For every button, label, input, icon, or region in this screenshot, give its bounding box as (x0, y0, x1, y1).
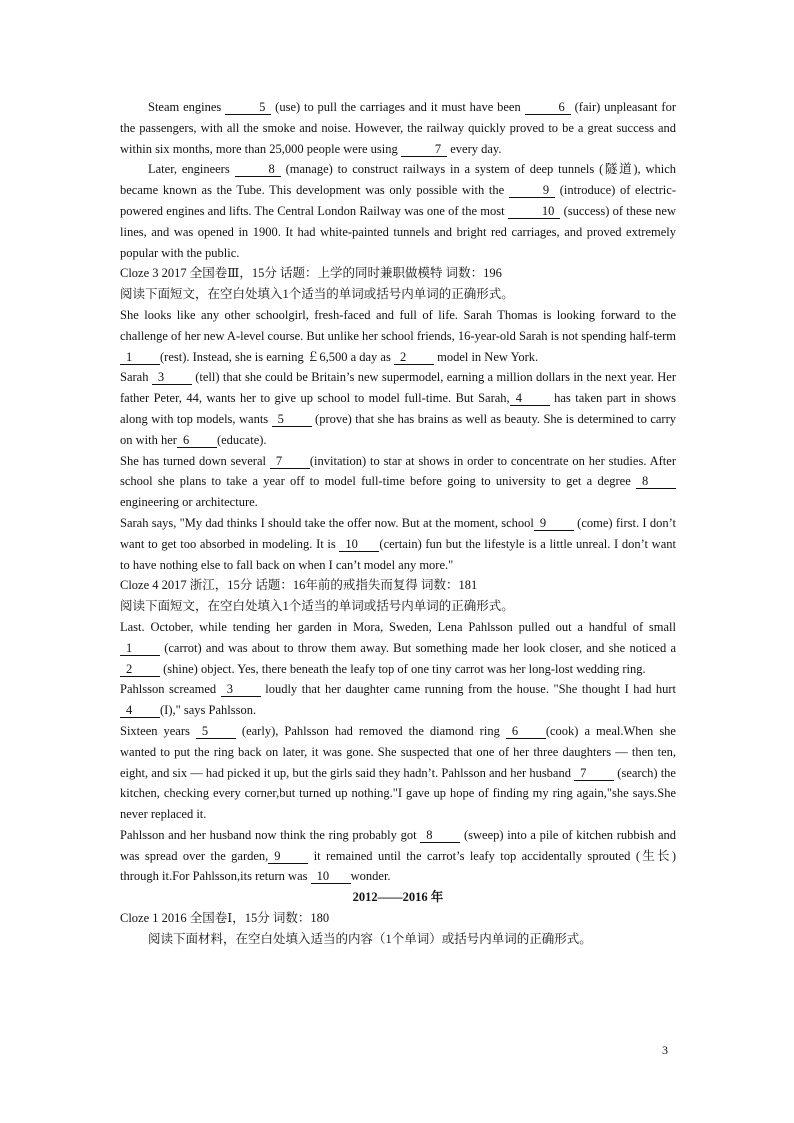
answer-blank: 1 (120, 641, 160, 656)
text-run: (come) first. I don’t want to get too absorbed in modeling. It is (120, 515, 676, 551)
paragraph (120, 367, 676, 450)
answer-blank: 7 (401, 142, 447, 157)
answer-blank: 8 (636, 474, 676, 489)
paragraph (120, 575, 676, 596)
text-run: 阅读下面短文，在空白处填入1个适当的单词或括号内单词的正确形式。 (120, 599, 514, 614)
text-run: Cloze 4 2017 浙江，15分 话题：16年前的戒指失而复得 词数：181 (120, 578, 478, 593)
text-run: Cloze 1 2016 全国卷Ⅰ，15分 词数：180 (120, 911, 330, 926)
text-run: Steam engines (148, 100, 226, 114)
document-body (120, 97, 676, 950)
text-run: Later, engineers (148, 162, 235, 177)
text-run: (certain) fun but the lifestyle is a little unreal. I don’t want to have nothing else to fall back on when I can’t model any more." (120, 536, 676, 572)
text-run: model in New York. (433, 349, 539, 364)
answer-blank: 1 (120, 350, 160, 365)
answer-blank: 3 (152, 370, 192, 385)
text-run: (sweep) into a pile of kitchen rubbish and was spread over the garden, (120, 827, 676, 863)
text-run: (shine) object. Yes, there beneath the leafy top of one tiny carrot was her long-lost wedding ring. (160, 661, 646, 676)
text-run: Sarah (120, 370, 152, 385)
answer-blank: 8 (235, 162, 281, 177)
answer-blank: 4 (120, 703, 160, 718)
text-run: every day. (447, 141, 502, 156)
text-run: Pahlsson screamed (120, 682, 221, 697)
paragraph (120, 617, 676, 679)
text-run: wonder. (350, 869, 391, 884)
text-run: Pahlsson and her husband now think the ring probably got (120, 827, 421, 842)
answer-blank: 10 (339, 537, 379, 552)
answer-blank: 6 (525, 100, 571, 115)
text-run: engineering or architecture. (120, 495, 258, 510)
text-run: 2012——2016 年 (352, 890, 444, 905)
paragraph (120, 596, 676, 617)
text-run: loudly that her daughter came running from the house. "She thought I had hurt (260, 682, 676, 697)
text-run: She has turned down several (120, 453, 270, 468)
paragraph (120, 451, 676, 513)
paragraph (120, 284, 676, 305)
answer-blank: 5 (225, 100, 271, 115)
text-run: Last. October, while tending her garden in Mora, Sweden, Lena Pahlsson pulled out a handful of small (120, 619, 676, 634)
paragraph (120, 887, 676, 908)
text-run: (search) the kitchen, checking every corner,but turned up nothing."I gave up hope of finding my ring again,"she says.She never replaced it. (120, 765, 676, 822)
answer-blank: 2 (394, 350, 434, 365)
text-run: (I)," says Pahlsson. (160, 703, 257, 718)
text-run: (success) of these new lines, and was opened in 1900. It had white-painted tunnels and bright red carriages, and proved extremely popular with the public. (120, 203, 676, 260)
text-run: (invitation) to star at shows in order to concentrate on her studies. After school she plans to take a year off to model full-time before going to university to get a degree (120, 453, 676, 489)
text-run: She looks like any other schoolgirl, fresh-faced and full of life. Sarah Thomas is looking forward to the challenge of her new A-level course. But unlike her school friends, 16-year-old Sarah is not spending half-term (120, 307, 676, 343)
answer-blank: 10 (508, 204, 561, 219)
text-run: 阅读下面材料，在空白处填入适当的内容（1个单词）或括号内单词的正确形式。 (148, 931, 592, 946)
text-run: Sixteen years (120, 723, 196, 738)
page-number: 3 (662, 1043, 668, 1057)
paragraph (120, 908, 676, 929)
paragraph (120, 825, 676, 887)
text-run: (use) to pull the carriages and it must have been (271, 100, 525, 114)
answer-blank: 2 (120, 662, 160, 677)
answer-blank: 6 (506, 724, 546, 739)
answer-blank: 7 (270, 454, 310, 469)
text-run: has taken part in shows along with top models, wants (120, 391, 676, 426)
text-run: 阅读下面短文，在空白处填入1个适当的单词或括号内单词的正确形式。 (120, 287, 514, 302)
answer-blank: 9 (509, 183, 555, 198)
text-run: (prove) that she has brains as well as beauty. She is determined to carry on with her (120, 411, 676, 447)
text-run: Cloze 3 2017 全国卷Ⅲ，15分 话题：上学的同时兼职做模特 词数：196 (120, 266, 502, 281)
text-run: (rest). Instead, she is earning ￡6,500 a day as (160, 349, 394, 364)
answer-blank: 8 (420, 828, 460, 843)
paragraph (120, 159, 676, 263)
answer-blank: 10 (311, 869, 351, 884)
text-run: (educate). (216, 432, 267, 447)
text-run: Sarah says, "My dad thinks I should take the offer now. But at the moment, school (120, 515, 534, 530)
answer-blank: 3 (221, 682, 261, 697)
paragraph (120, 513, 676, 575)
text-run: (manage) to construct railways in a system of deep tunnels (隧道), which became known as the Tube. This development was only possible with the (120, 162, 676, 198)
answer-blank: 5 (196, 724, 236, 739)
answer-blank: 6 (177, 433, 217, 448)
paragraph (120, 721, 676, 825)
paragraph (120, 97, 676, 159)
paragraph (120, 305, 676, 367)
answer-blank: 9 (534, 516, 574, 531)
text-run: (fair) unpleasant for the passengers, with all the smoke and noise. However, the railway quickly proved to be a great success and within six months, more than 25,000 people were using (120, 100, 676, 156)
text-run: (carrot) and was about to throw them away. But something made her look closer, and she noticed a (160, 640, 676, 655)
paragraph (120, 263, 676, 284)
paragraph (120, 929, 676, 950)
answer-blank: 4 (510, 391, 550, 406)
answer-blank: 9 (268, 849, 308, 864)
text-run: (introduce) of electric-powered engines and lifts. The Central London Railway was one of the most (120, 183, 676, 218)
answer-blank: 7 (574, 766, 614, 781)
answer-blank: 5 (272, 412, 312, 427)
text-run: it remained until the carrot’s leafy top accidentally sprouted (生长) through it.For Pahlsson,its return was (120, 848, 676, 884)
paragraph (120, 679, 676, 721)
text-run: (cook) a meal.When she wanted to put the ring back on later, it was gone. She suspected that one of her three daughters — then ten, eight, and six — had picked it up, but the girls said they hadn’t. Pahlsson and her husband (120, 723, 676, 780)
text-run: (early), Pahlsson had removed the diamond ring (235, 723, 506, 738)
text-run: (tell) that she could be Britain’s new supermodel, earning a million dollars in the next year. Her father Peter, 44, wants her to give up school to model full-time. But Sarah, (120, 370, 676, 406)
